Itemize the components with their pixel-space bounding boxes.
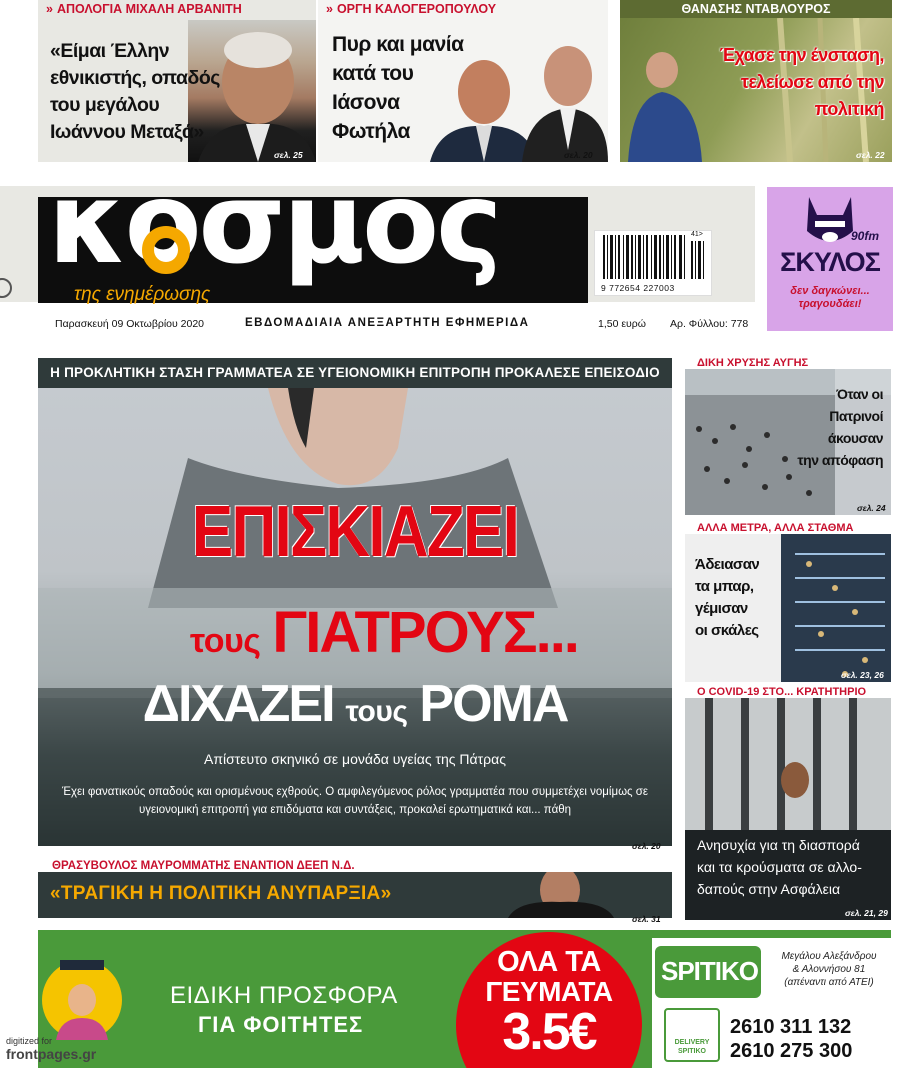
restaurant-address: Μεγάλου Αλεξάνδρου & Αλοννήσου 81 (απέναντι από ΑΤΕΙ) xyxy=(781,951,877,988)
page-ref: σελ. 21, 29 xyxy=(845,908,888,918)
double-arrow-icon: » xyxy=(326,2,333,16)
mavrommatis-kicker: ΘΡΑΣΥΒΟΥΛΟΣ ΜΑΥΡΟΜΜΑΤΗΣ ΕΝΑΝΤΙΟΝ ΔΕΕΠ Ν.Δ. xyxy=(52,860,355,872)
issue-date: Παρασκευή 09 Οκτωβρίου 2020 xyxy=(55,318,205,330)
page-ref: σελ. 25 xyxy=(274,150,303,160)
page-ref: σελ. 22 xyxy=(856,150,885,160)
teaser-kicker: » ΑΠΟΛΟΓΙΑ ΜΙΧΑΛΗ ΑΡΒΑΝΙΤΗ xyxy=(38,0,316,18)
teaser-quote: «Είμαι Έλλην εθνικιστής, οπαδός του μεγάλου Ιωάννου Μεταξά» xyxy=(50,40,220,143)
main-body: Έχει φανατικούς οπαδούς και ορισμένους εχθρούς. Ο αμφιλεγόμενος ρόλος γραμματέα που συμμετέχει νομίμως σε υγειονομική επιτροπή για επιδόματα και συντάξεις, προκαλεί ερωτηματικά και... πάθη xyxy=(61,786,649,816)
radio-ad[interactable] xyxy=(767,187,893,331)
headline-big-word: ΡΟΜΑ xyxy=(419,675,568,733)
price: 1,50 ευρώ xyxy=(598,318,646,330)
barcode-number: 9 772654 227003 xyxy=(601,283,675,293)
ad-offer-line1: ΕΙΔΙΚΗ ΠΡΟΣΦΟΡΑ xyxy=(170,982,398,1009)
barcode-bars xyxy=(597,235,713,283)
digitized-credit: digitized for xyxy=(6,1036,53,1046)
mavrommatis-quote: «ΤΡΑΓΙΚΗ Η ΠΟΛΙΤΙΚΗ ΑΝΥΠΑΡΞΙΑ» xyxy=(50,883,392,904)
main-story-header: Η ΠΡΟΚΛΗΤΙΚΗ ΣΤΑΣΗ ΓΡΑΜΜΑΤΕΑ ΣΕ ΥΓΕΙΟΝΟΜΙΚΗ ΕΠΙΤΡΟΠΗ ΠΡΟΚΑΛΕΣΕ ΕΠΕΙΣΟΔΙΟ xyxy=(38,358,672,388)
right-story-text: Όταν οι Πατρινοί άκουσαν την απόφαση xyxy=(797,386,883,468)
right-story-text: Άδειασαν τα μπαρ, γέμισαν οι σκάλες xyxy=(695,556,760,639)
radio-frequency: 90fm xyxy=(851,229,880,243)
brand-logo xyxy=(655,946,761,998)
page-ref: σελ. 31 xyxy=(632,914,661,924)
page-ref: σελ. 23, 26 xyxy=(841,670,884,680)
headline-big-word: ΔΙΧΑΖΕΙ xyxy=(142,675,334,733)
right-story-covid[interactable] xyxy=(685,698,891,920)
price-circle-line2: ΓΕΥΜΑΤΑ xyxy=(485,976,613,1007)
radio-slogan: δεν δαγκώνει... τραγουδάει! xyxy=(790,285,870,310)
teaser-kicker: ΘΑΝΑΣΗΣ ΝΤΑΒΛΟΥΡΟΣ xyxy=(620,0,892,18)
ad-offer-line2: ΓΙΑ ΦΟΙΤΗΤΕΣ xyxy=(198,1012,364,1037)
main-subtitle: Απίστευτο σκηνικό σε μονάδα υγείας της Πάτρας xyxy=(204,751,506,767)
radio-name: ΣΚΥΛΟΣ xyxy=(780,247,880,277)
right-kicker: ΑΛΛΑ ΜΕΤΡΑ, ΑΛΛΑ ΣΤΑΘΜΑ xyxy=(697,522,854,534)
teaser-ntavlouros[interactable] xyxy=(620,0,892,162)
logo-accent xyxy=(142,226,190,274)
teaser-title: Πυρ και μανία κατά του Ιάσονα Φωτήλα xyxy=(332,33,464,143)
newspaper-logo[interactable]: κοσμος xyxy=(48,159,500,289)
right-story-trial[interactable] xyxy=(685,369,891,515)
phone-1[interactable]: 2610 311 132 xyxy=(730,1016,852,1038)
brand-name: SPITIKO xyxy=(661,956,759,986)
teaser-title: Έχασε την ένσταση, τελείωσε από την πολιτική xyxy=(719,45,884,119)
barcode xyxy=(594,230,712,296)
main-headline-3 xyxy=(38,675,672,733)
teaser-arvanitis[interactable] xyxy=(38,0,316,162)
logo-subtitle: της ενημέρωσης xyxy=(74,284,211,305)
price-circle-line1: ΟΛΑ ΤΑ xyxy=(497,946,601,978)
page-ref: σελ. 24 xyxy=(857,503,886,513)
double-arrow-icon: » xyxy=(46,2,53,16)
headline-small-word: τους xyxy=(345,695,408,728)
price-circle-price: 3.5€ xyxy=(502,1003,596,1061)
right-story-bars[interactable] xyxy=(685,534,891,682)
right-kicker: Ο COVID-19 ΣΤΟ... ΚΡΑΤΗΤΗΡΙΟ xyxy=(697,686,867,698)
barcode-addon: 41> xyxy=(691,231,703,238)
page-ref: σελ. 20 xyxy=(632,841,661,851)
main-headline-1: ΕΠΙΣΚΙΑΖΕΙ xyxy=(191,492,519,572)
teaser-kicker: » ΟΡΓΗ ΚΑΛΟΓΕΡΟΠΟΥΛΟΥ xyxy=(326,2,497,16)
page-ref: σελ. 20 xyxy=(564,150,593,160)
tagline: ΕΒΔΟΜΑΔΙΑΙΑ ΑΝΕΞΑΡΤΗΤΗ ΕΦΗΜΕΡΙΔΑ xyxy=(245,317,530,329)
issue-number: Αρ. Φύλλου: 778 xyxy=(670,318,749,330)
phone-2[interactable]: 2610 275 300 xyxy=(730,1040,853,1062)
headline-small-word: τους xyxy=(190,622,261,660)
delivery-badge: DELIVERY SPITIKO xyxy=(664,1008,720,1062)
teaser-kalogeropoulos[interactable] xyxy=(318,0,608,162)
right-kicker: ΔΙΚΗ ΧΡΥΣΗΣ ΑΥΓΗΣ xyxy=(697,357,809,369)
site-credit[interactable]: frontpages.gr xyxy=(6,1046,97,1062)
headline-big-word: ΓΙΑΤΡΟΥΣ... xyxy=(272,600,578,665)
main-headline-2 xyxy=(190,600,578,665)
right-story-text: Ανησυχία για τη διασπορά και τα κρούσματα σε αλλο- δαπούς στην Ασφάλεια xyxy=(697,837,862,897)
